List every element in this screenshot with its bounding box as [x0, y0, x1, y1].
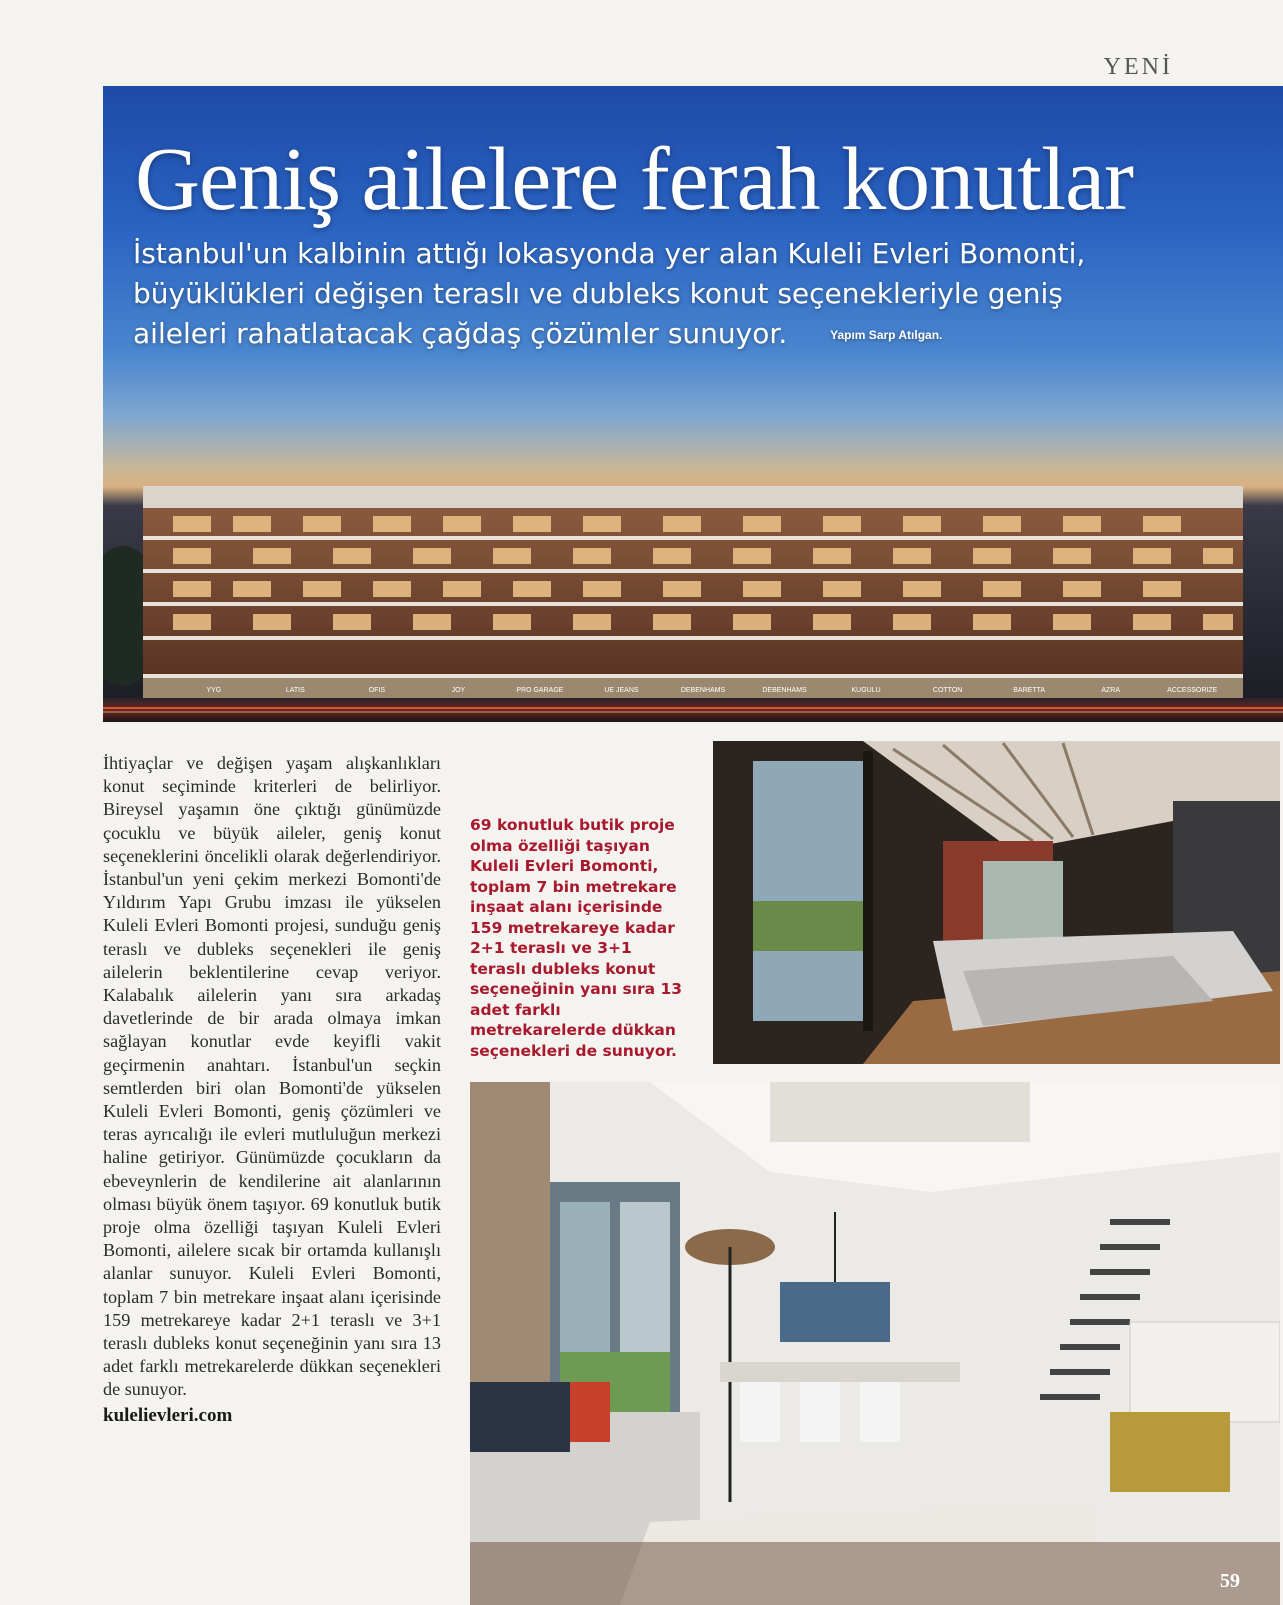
article-credit: Yapım Sarp Atılgan. — [830, 328, 943, 342]
bedroom-illustration — [713, 741, 1280, 1064]
building-rendering — [103, 386, 1283, 722]
storefront-sign: ACCESSORIZE — [1167, 687, 1218, 694]
storefront-sign: JOY — [451, 687, 466, 694]
storefront-sign: LATIS — [285, 687, 305, 694]
storefront-sign: PRO GARAGE — [516, 687, 564, 694]
living-room-illustration — [470, 1082, 1280, 1605]
storefront-sign: DEBENHAMS — [762, 687, 807, 694]
pull-quote: 69 konutluk butik proje olma özelliği taşıyan Kuleli Evleri Bomonti, toplam 7 bin metrekare inşaat alanı içerisinde 159 metrekareye kadar 2+1 teraslı ve 3+1 teraslı dubleks konut seçeneğinin yanı sıra 13 adet farklı metrekarelerde dükkan seçenekleri de sunuyor. — [470, 816, 683, 1060]
article-body — [103, 752, 441, 1427]
storefront-sign: BARETTA — [1013, 687, 1046, 694]
storefront-sign: OFIS — [368, 687, 386, 694]
storefront-sign: AZRA — [1101, 687, 1121, 694]
article-title: Geniş ailelere ferah konutlar — [135, 130, 1134, 229]
article-lede — [133, 234, 1133, 355]
lede-text: İstanbul'un kalbinin attığı lokasyonda yer alan Kuleli Evleri Bomonti, büyüklükleri değişen teraslı ve dubleks konut seçenekleriyle geniş aileleri rahatlatacak çağdaş çözümler sunuyor. — [133, 237, 1086, 350]
website-link[interactable]: kulelievleri.com — [103, 1404, 233, 1426]
storefront-sign: KUGULU — [851, 687, 881, 694]
storefront-sign: DEBENHAMS — [680, 687, 726, 694]
bedroom-photo — [713, 741, 1280, 1064]
hero-image — [103, 86, 1283, 722]
body-paragraph: İhtiyaçlar ve değişen yaşam alışkanlıkları konut seçiminde kriterleri de belirliyor. Bireysel yaşamın öne çıktığı günümüzde çocuklu ve büyük aileler, geniş konut seçeneklerini öncelikli olarak değerlendiriyor. İstanbul'un yeni çekim merkezi Bomonti'de Yıldırım Yapı Grubu imzası ile yükselen Kuleli Evleri Bomonti projesi, sunduğu geniş teraslı ve dubleks seçenekleri ile geniş ailelerin beklentilerine cevap veriyor. Kalabalık ailelerin yanı sıra arkadaş davetlerinde de bir arada olmaya imkan sağlayan konutlar evde keyifli vakit geçirmenin anahtarı. İstanbul'un seçkin semtlerden biri olan Bomonti'de yükselen Kuleli Evleri Bomonti, geniş çözümleri ve teras ayrıcalığı ile evleri mutluluğun merkezi haline getiriyor. Günümüzde çocukların da ebeveynlerin de kendilerine ait alanlarının olması büyük önem taşıyor. 69 konutluk butik proje olma özelliği taşıyan Kuleli Evleri Bomonti, ailelere sıcak bir ortamda kullanışlı alanlar sunuyor. Kuleli Evleri Bomonti, toplam 7 bin metrekare inşaat alanı içerisinde 159 metrekareye kadar 2+1 teraslı ve 3+1 teraslı dubleks konut seçeneğinin yanı sıra 13 adet farklı metrekarelerde dükkan seçenekleri de sunuyor. — [103, 753, 441, 1400]
storefront-sign: COTTON — [932, 687, 963, 694]
section-tag: YENİ — [1103, 54, 1173, 80]
page-number: 59 — [1220, 1570, 1240, 1592]
storefront-sign: UE JEANS — [604, 687, 639, 694]
storefront-sign: YYG — [206, 687, 222, 694]
living-room-photo — [470, 1082, 1280, 1605]
